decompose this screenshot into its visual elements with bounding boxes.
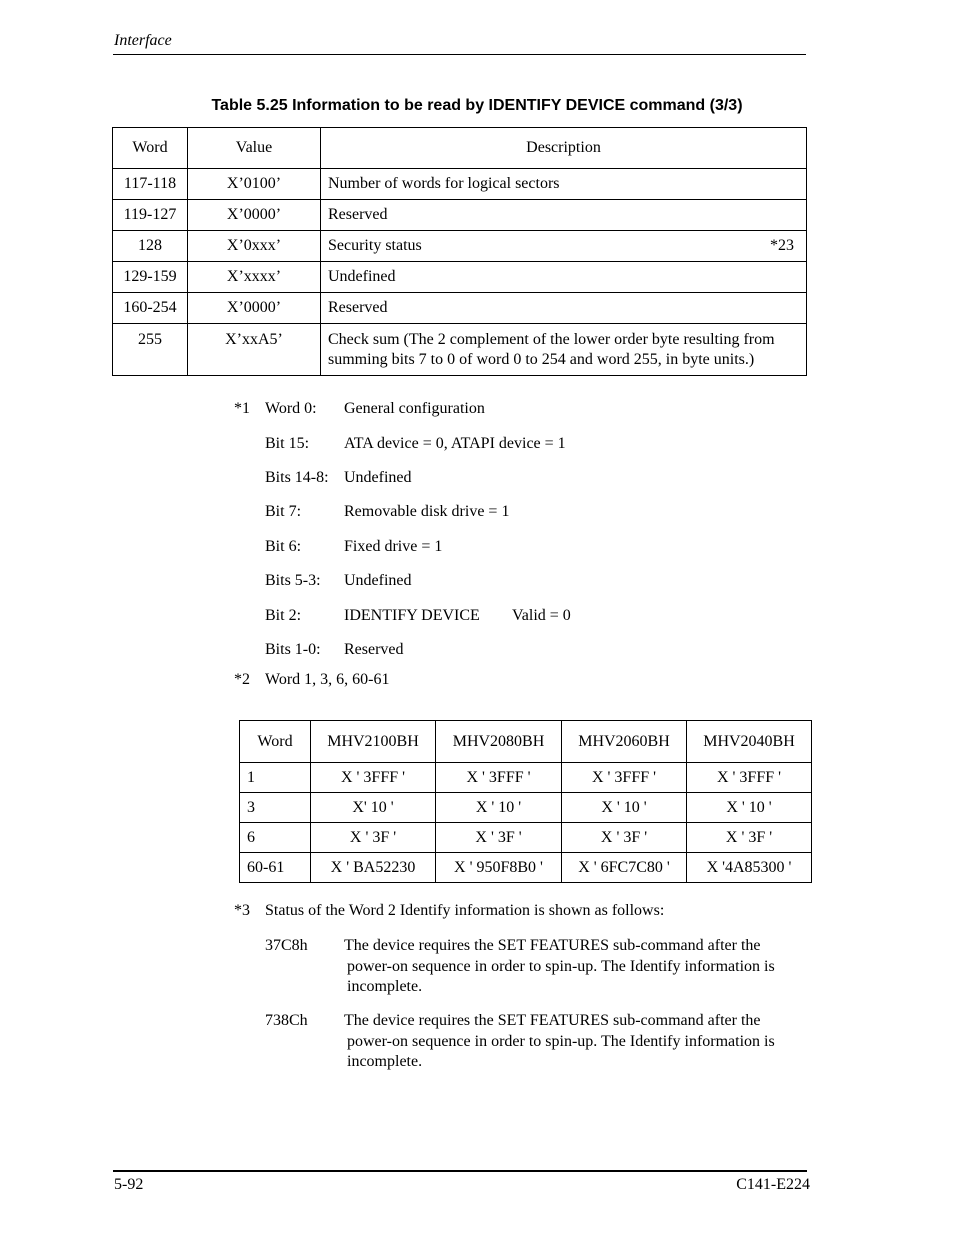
bit-label: Bit 7: xyxy=(265,503,302,520)
column-header: MHV2080BH xyxy=(436,721,562,763)
bit-value: Reserved xyxy=(344,641,404,658)
bit-value: Fixed drive = 1 xyxy=(344,538,443,555)
column-header: Value xyxy=(188,128,321,169)
bit-label: Bits 5-3: xyxy=(265,572,321,589)
word-cell: 255 xyxy=(113,324,188,376)
value-cell: X ' 3F ' xyxy=(687,823,812,853)
word-cell: 128 xyxy=(113,231,188,262)
bit-extra: Valid = 0 xyxy=(512,607,571,624)
note-value: General configuration xyxy=(344,400,485,417)
status-code: 37C8h xyxy=(265,937,308,954)
bit-label: Bits 14-8: xyxy=(265,469,329,486)
table-row xyxy=(113,200,807,231)
bit-value: ATA device = 0, ATAPI device = 1 xyxy=(344,435,566,452)
value-cell: X ' 3F ' xyxy=(311,823,436,853)
column-header: Description xyxy=(321,128,807,169)
header-rule xyxy=(113,54,806,55)
value-cell: X ' 6FC7C80 ' xyxy=(562,853,687,883)
identify-info-table xyxy=(112,127,807,376)
status-desc-line: The device requires the SET FEATURES sub-command after the xyxy=(344,937,761,954)
value-cell: X’0000’ xyxy=(188,293,321,324)
bit-value: Undefined xyxy=(344,572,412,589)
table-row xyxy=(113,169,807,200)
word-cell: 60-61 xyxy=(240,853,311,883)
footer-rule xyxy=(113,1170,807,1172)
note-text: Word 1, 3, 6, 60-61 xyxy=(265,671,390,688)
table-header-row xyxy=(240,721,812,763)
value-cell: X’xxxx’ xyxy=(188,262,321,293)
column-header: MHV2060BH xyxy=(562,721,687,763)
description-cell: Reserved xyxy=(321,200,807,231)
word-cell: 1 xyxy=(240,763,311,793)
table-header-row xyxy=(113,128,807,169)
column-header: MHV2040BH xyxy=(687,721,812,763)
model-word-table xyxy=(239,720,812,883)
word-cell: 160-254 xyxy=(113,293,188,324)
value-cell: X ' 3FFF ' xyxy=(562,763,687,793)
table-row xyxy=(113,262,807,293)
word-cell: 119-127 xyxy=(113,200,188,231)
bit-value: Removable disk drive = 1 xyxy=(344,503,510,520)
value-cell: X ' BA52230 xyxy=(311,853,436,883)
value-cell: X’xxA5’ xyxy=(188,324,321,376)
value-cell: X ' 10 ' xyxy=(562,793,687,823)
footnote-mark: *3 xyxy=(234,902,250,919)
table-row xyxy=(240,853,812,883)
word-cell: 3 xyxy=(240,793,311,823)
column-header: MHV2100BH xyxy=(311,721,436,763)
table-row xyxy=(113,324,807,376)
value-cell: X ' 3FFF ' xyxy=(687,763,812,793)
footnote-ref: *23 xyxy=(770,237,794,254)
description-cell: Reserved xyxy=(321,293,807,324)
value-cell: X ' 10 ' xyxy=(687,793,812,823)
value-cell: X ' 950F8B0 ' xyxy=(436,853,562,883)
status-desc-rest: power-on sequence in order to spin-up. The Identify information is incomplete. xyxy=(347,1033,775,1070)
bit-value: Undefined xyxy=(344,469,412,486)
page-number: 5-92 xyxy=(114,1176,144,1193)
table-row xyxy=(113,293,807,324)
document-id: C141-E224 xyxy=(736,1176,810,1193)
value-cell: X' 10 ' xyxy=(311,793,436,823)
word-cell: 6 xyxy=(240,823,311,853)
footnote-mark: *1 xyxy=(234,400,250,417)
footnote-mark: *2 xyxy=(234,671,250,688)
description-text: Security status xyxy=(328,237,422,254)
value-cell: X’0xxx’ xyxy=(188,231,321,262)
running-header: Interface xyxy=(114,32,172,49)
note-label: Word 0: xyxy=(265,400,317,417)
column-header: Word xyxy=(240,721,311,763)
description-cell: Undefined xyxy=(321,262,807,293)
status-desc-line: The device requires the SET FEATURES sub-command after the xyxy=(344,1012,761,1029)
bit-label: Bit 15: xyxy=(265,435,310,452)
note-text: Status of the Word 2 Identify information is shown as follows: xyxy=(265,902,665,919)
bit-label: Bits 1-0: xyxy=(265,641,321,658)
status-code: 738Ch xyxy=(265,1012,308,1029)
table-row xyxy=(240,763,812,793)
description-cell: Number of words for logical sectors xyxy=(321,169,807,200)
description-cell xyxy=(321,231,807,262)
bit-label: Bit 2: xyxy=(265,607,302,624)
bit-value: IDENTIFY DEVICE xyxy=(344,607,480,624)
value-cell: X '4A85300 ' xyxy=(687,853,812,883)
word-cell: 117-118 xyxy=(113,169,188,200)
description-cell: Check sum (The 2 complement of the lower order byte resulting from summing bits 7 to 0 of word 0 to 254 and word 255, in byte units.) xyxy=(321,324,807,376)
table-caption: Table 5.25 Information to be read by IDENTIFY DEVICE command (3/3) xyxy=(211,97,743,114)
value-cell: Xʼ0100ʼ xyxy=(188,169,321,200)
value-cell: Xʼ0000ʼ xyxy=(188,200,321,231)
bit-label: Bit 6: xyxy=(265,538,302,555)
status-desc-rest: power-on sequence in order to spin-up. The Identify information is incomplete. xyxy=(347,958,775,995)
table-row xyxy=(113,231,807,262)
value-cell: X ' 10 ' xyxy=(436,793,562,823)
value-cell: X ' 3FFF ' xyxy=(311,763,436,793)
table-row xyxy=(240,793,812,823)
word-cell: 129-159 xyxy=(113,262,188,293)
table-row xyxy=(240,823,812,853)
value-cell: X ' 3FFF ' xyxy=(436,763,562,793)
value-cell: X ' 3F ' xyxy=(436,823,562,853)
value-cell: X ' 3F ' xyxy=(562,823,687,853)
column-header: Word xyxy=(113,128,188,169)
